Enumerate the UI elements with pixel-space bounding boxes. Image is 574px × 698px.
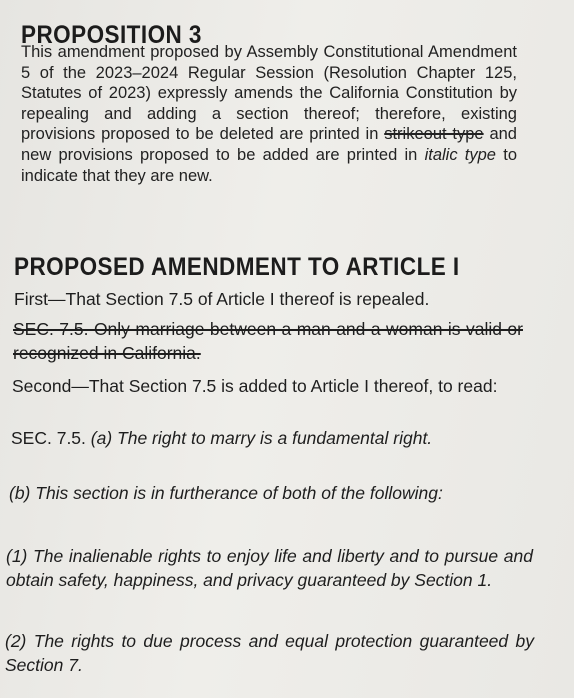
- item-1: (1) The inalienable rights to enjoy life and liberty and to pursue and obtain safety, happiness, and privacy guaranteed by Section 1.: [6, 546, 533, 590]
- first-clause: First—That Section 7.5 of Article I thereof is repealed.: [14, 289, 430, 309]
- italic-sample: italic type: [424, 145, 496, 164]
- strikeout-sample: strikeout type: [384, 125, 484, 144]
- section-a-text: (a) The right to marry is a fundamental right.: [90, 428, 433, 448]
- intro-text-middle: and new provisions proposed to be added are printed in: [21, 125, 517, 164]
- repealed-section: SEC. 7.5. Only marriage between a man and a woman is valid or recognized in California.: [13, 319, 523, 363]
- amendment-heading: PROPOSED AMENDMENT TO ARTICLE I: [14, 253, 460, 281]
- section-a: [11, 427, 527, 451]
- proposition-title: PROPOSITION 3: [21, 21, 202, 49]
- second-clause: Second—That Section 7.5 is added to Article I thereof, to read:: [12, 376, 498, 396]
- section-a-prefix: SEC. 7.5.: [11, 428, 86, 448]
- intro-text: This amendment proposed by Assembly Constitutional Amendment 5 of the 2023–2024 Regular Session (Resolution Chapter 125, Statutes of 2023) expressly amends the California Constitution by repealing and adding a section thereof; therefore, existing provisions proposed to be deleted are printed in: [21, 43, 517, 144]
- intro-text-end: to indicate that they are new.: [21, 145, 517, 185]
- section-b: (b) This section is in furtherance of both of the following:: [9, 483, 443, 503]
- item-2: (2) The rights to due process and equal protection guaranteed by Section 7.: [5, 631, 534, 675]
- intro-paragraph: [21, 42, 517, 186]
